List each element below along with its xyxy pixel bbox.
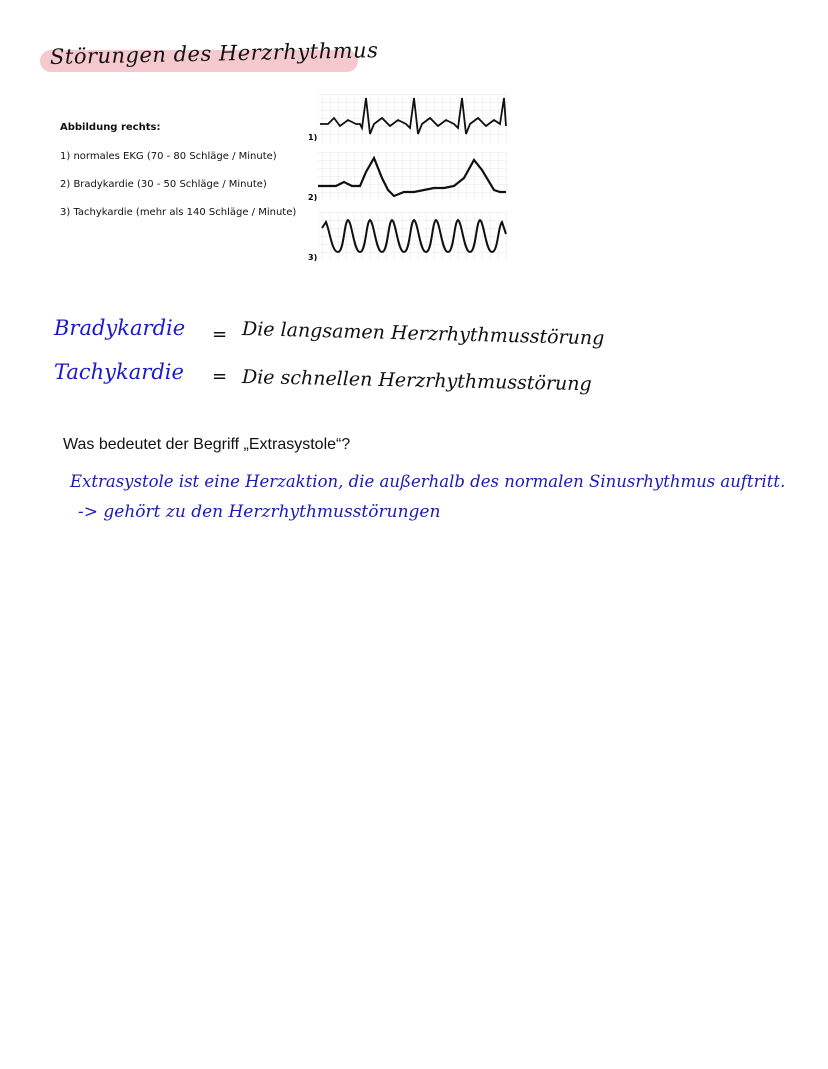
definition-bradykardie: Die langsamen Herzrhythmusstörung <box>241 318 605 350</box>
figure-caption-heading: Abbildung rechts: <box>60 122 161 133</box>
caption-item-tachykardie: 3) Tachykardie (mehr als 140 Schläge / Minute) <box>60 207 297 218</box>
term-tachykardie: Tachykardie <box>54 360 184 384</box>
ekg-figure <box>308 94 510 264</box>
ekg-label-1: 1) <box>308 133 318 142</box>
equals-sign-2: = <box>212 366 228 387</box>
caption-item-normal: 1) normales EKG (70 - 80 Schläge / Minute) <box>60 151 277 162</box>
caption-item-bradykardie: 2) Bradykardie (30 - 50 Schläge / Minute) <box>60 179 267 190</box>
definition-tachykardie: Die schnellen Herzrhythmusstörung <box>241 366 592 396</box>
ekg-strip-tachykardie <box>308 212 508 262</box>
question-extrasystole: Was bedeutet der Begriff „Extrasystole“? <box>63 436 351 453</box>
equals-sign-1: = <box>212 324 228 345</box>
ekg-label-2: 2) <box>308 193 318 202</box>
term-bradykardie: Bradykardie <box>54 316 186 340</box>
page-title: Störungen des Herzrhythmus <box>49 38 379 69</box>
answer-line-1: Extrasystole ist eine Herzaktion, die außerhalb des normalen Sinusrhythmus auftritt. <box>70 472 786 491</box>
ekg-label-3: 3) <box>308 253 318 262</box>
ekg-strip-bradykardie <box>308 152 508 202</box>
answer-line-2: -> gehört zu den Herzrhythmusstörungen <box>78 502 441 522</box>
ekg-strip-normal <box>308 94 508 142</box>
